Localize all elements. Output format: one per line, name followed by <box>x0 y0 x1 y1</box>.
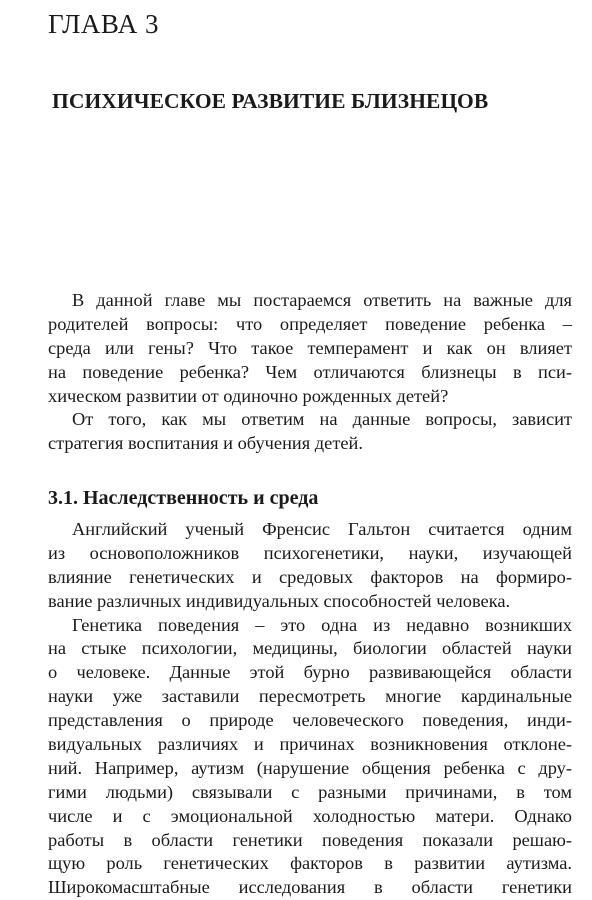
text-line: Широкомасштабные исследования в области генетики <box>48 877 572 898</box>
text-line: стратегия воспитания и обучения детей. <box>48 433 363 454</box>
text-line: на стыке психологии, медицины, биологии областей науки <box>48 638 572 659</box>
chapter-label: ГЛАВА 3 <box>48 9 159 39</box>
text-line: о человеке. Данные этой бурно развивающейся области <box>48 662 572 683</box>
text-line: представления о природе человеческого поведения, инди- <box>48 710 572 731</box>
text-line: хическом развитии от одиночно рожденных детей? <box>48 385 449 406</box>
text-line: ний. Например, аутизм (нарушение общения ребенка с дру- <box>48 757 572 778</box>
text-line: гими людьми) связывали с разными причинами, в том <box>48 781 572 802</box>
text-line: влияние генетических и средовых факторов на формиро- <box>48 566 572 587</box>
text-line: родителей вопросы: что определяет поведение ребенка – <box>48 313 572 334</box>
text-line: работы в области генетики поведения показали решаю- <box>48 829 572 850</box>
text-line: числе и с эмоциональной холодностью матери. Однако <box>48 805 572 826</box>
text-line: щую роль генетических факторов в развитии аутизма. <box>48 853 572 874</box>
text-line: Генетика поведения – это одна из недавно возникших <box>72 614 572 635</box>
chapter-title: ПСИХИЧЕСКОЕ РАЗВИТИЕ БЛИЗНЕЦОВ <box>52 89 489 113</box>
text-line: на поведение ребенка? Чем отличаются близнецы в пси- <box>48 361 572 382</box>
text-line: среда или гены? Что такое темперамент и как он влияет <box>48 337 572 358</box>
text-line: От того, как мы ответим на данные вопросы, зависит <box>72 409 572 430</box>
text-line: видуальных различиях и причинах возникновения отклоне- <box>48 734 572 755</box>
text-line: из основоположников психогенетики, науки, изучающей <box>48 542 572 563</box>
section-paragraphs <box>48 518 572 900</box>
section-heading: 3.1. Наследственность и среда <box>48 487 319 509</box>
text-line: науки уже заставили пересмотреть многие кардинальные <box>48 686 572 707</box>
text-line: В данной главе мы постараемся ответить на важные для <box>72 290 572 310</box>
text-line: Английский ученый Френсис Гальтон считается одним <box>72 519 572 539</box>
intro-paragraphs <box>48 289 572 456</box>
text-line: вание различных индивидуальных способностей человека. <box>48 590 511 611</box>
